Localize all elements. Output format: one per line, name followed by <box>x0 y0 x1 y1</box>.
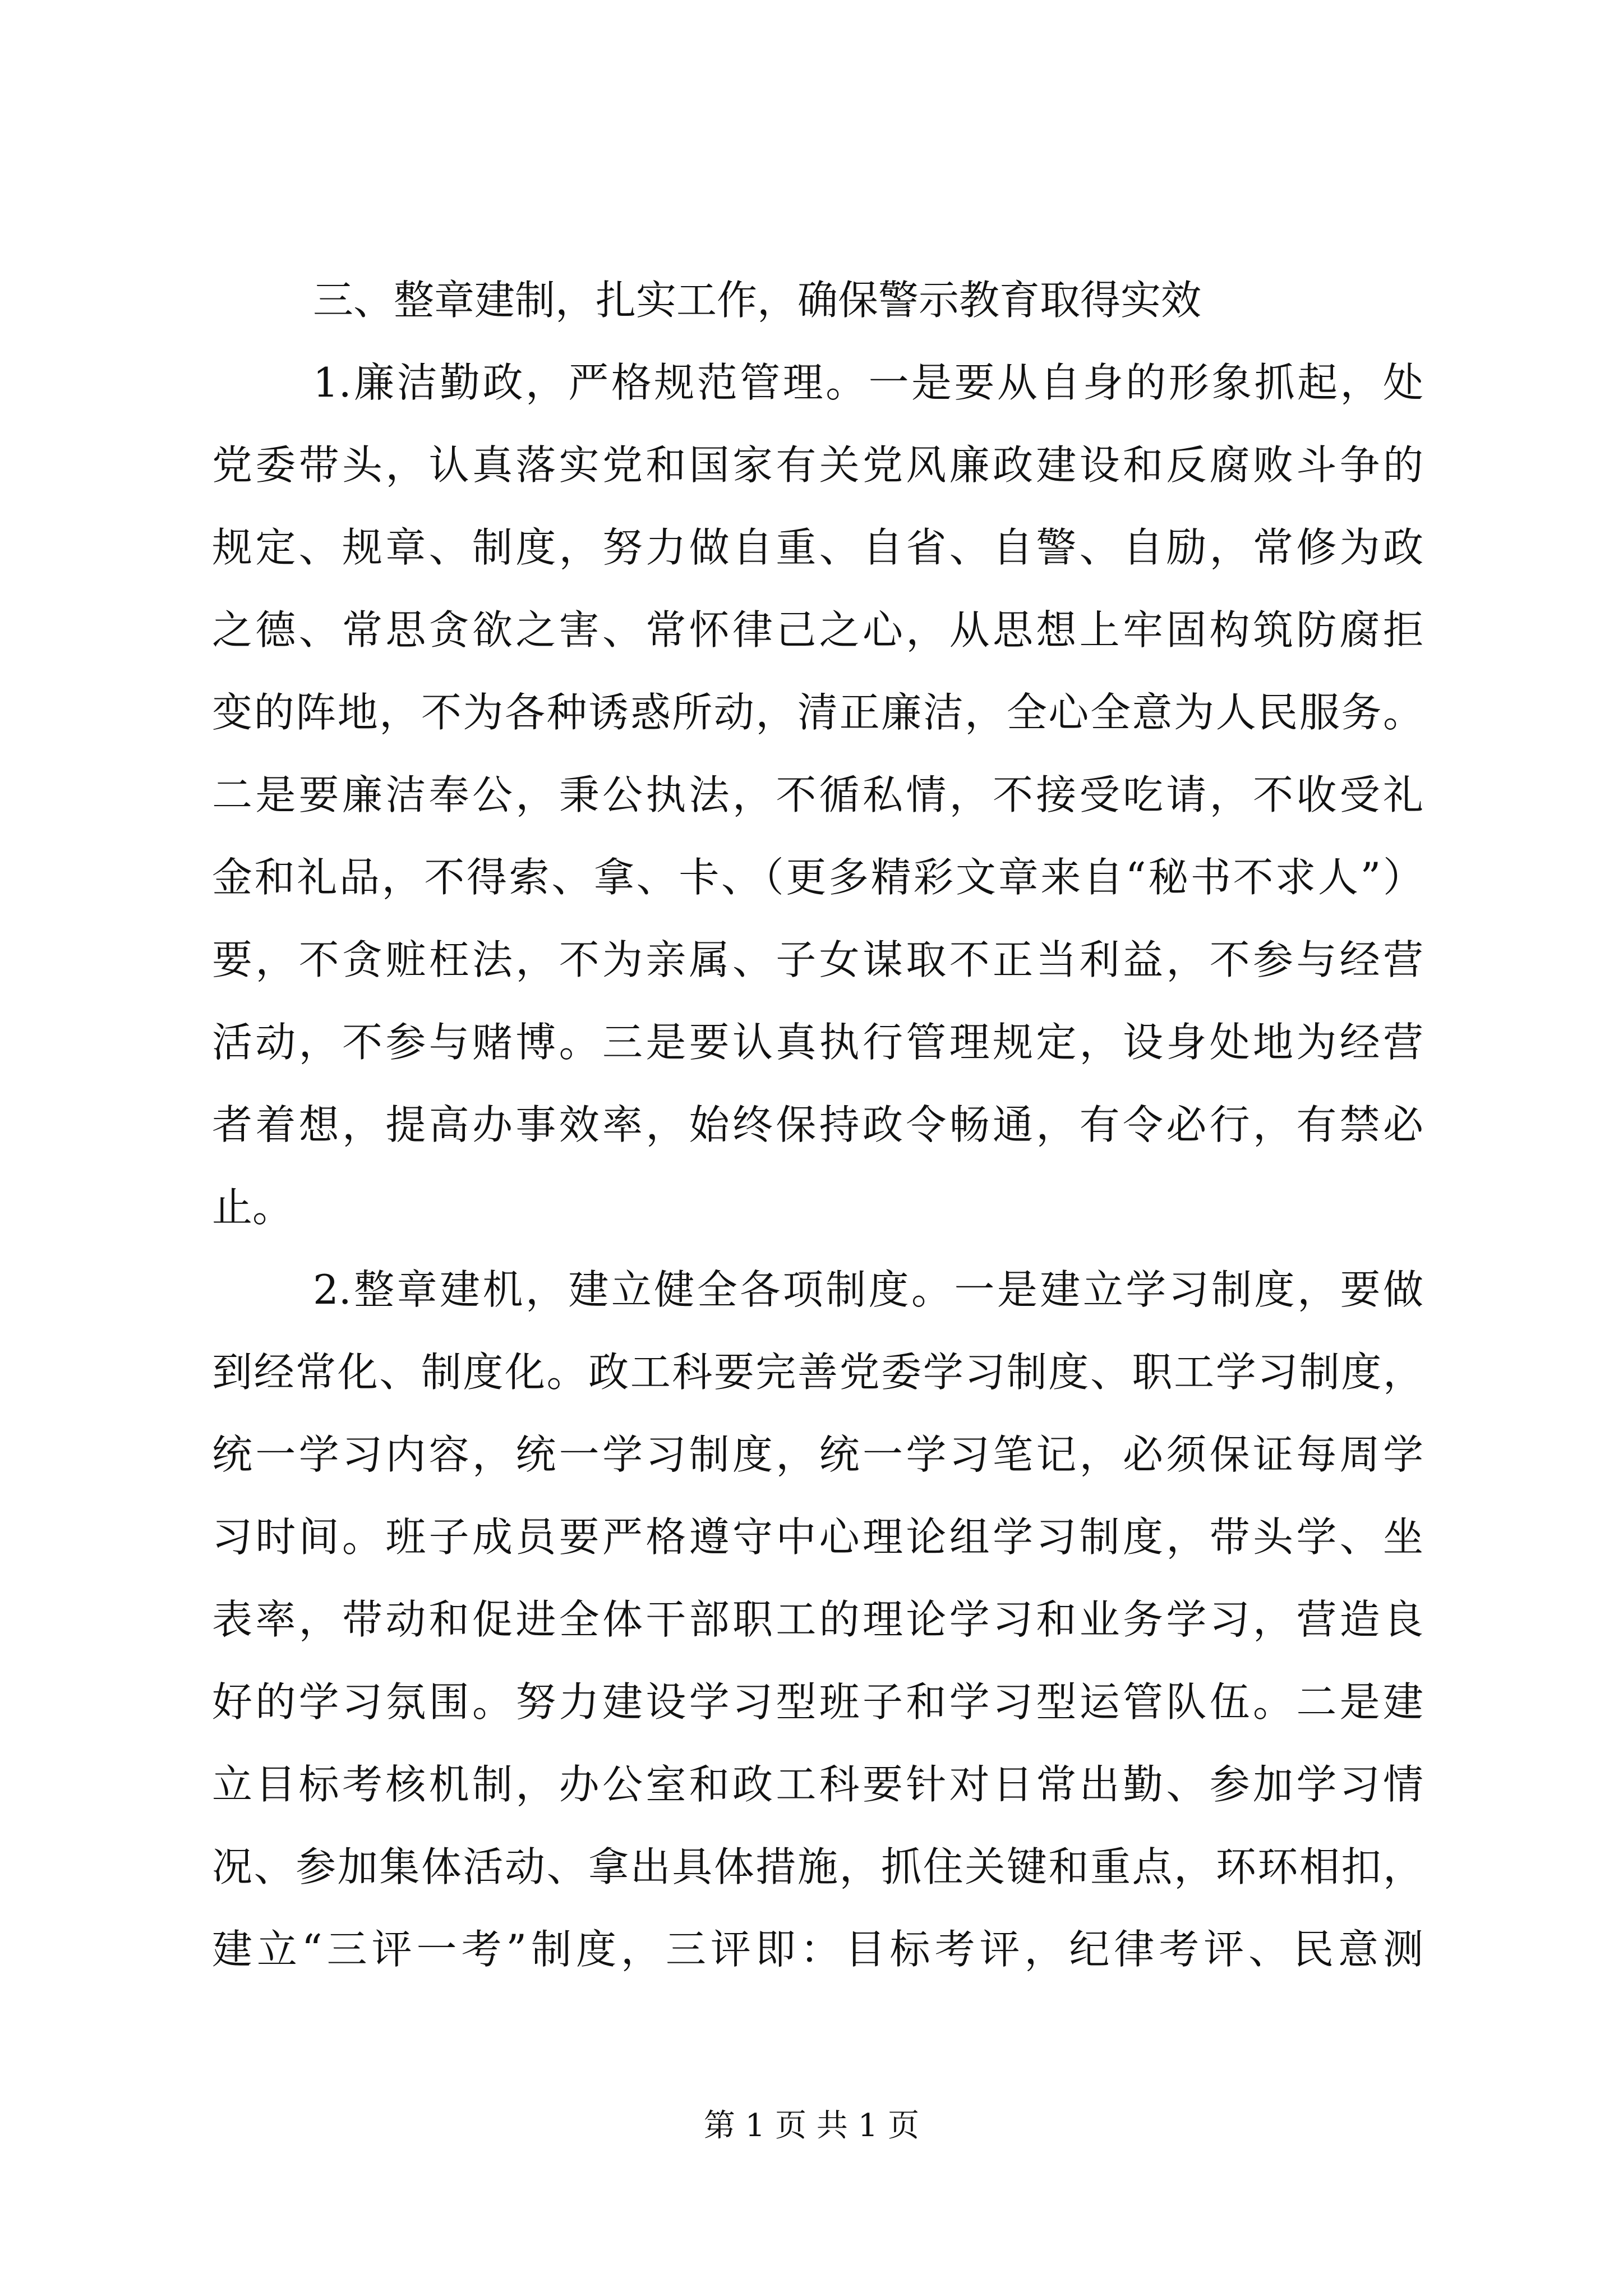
paragraph-line: 活动，不参与赌博。三是要认真执行管理规定，设身处地为经营 <box>212 1019 1423 1066</box>
paragraph-line: 二是要廉洁奉公，秉公执法，不循私情，不接受吃请，不收受礼 <box>212 771 1423 818</box>
paragraph-line: 之德、常思贪欲之害、常怀律己之心，从思想上牢固构筑防腐拒 <box>212 606 1423 654</box>
paragraph-line: 变的阵地，不为各种诱惑所动，清正廉洁，全心全意为人民服务。 <box>212 689 1423 736</box>
paragraph-line: 立目标考核机制，办公室和政工科要针对日常出勤、参加学习情 <box>212 1761 1423 1808</box>
paragraph-line: 习时间。班子成员要严格遵守中心理论组学习制度，带头学、坐 <box>212 1513 1423 1561</box>
paragraph-line: 到经常化、制度化。政工科要完善党委学习制度、职工学习制度， <box>212 1349 1423 1396</box>
paragraph-line: 好的学习氛围。努力建设学习型班子和学习型运管队伍。二是建 <box>212 1678 1423 1726</box>
paragraph-line: 者着想，提高办事效率，始终保持政令畅通，有令必行，有禁必 <box>212 1101 1423 1148</box>
paragraph-line: 金和礼品，不得索、拿、卡、（更多精彩文章来自“秘书不求人”） <box>212 854 1423 901</box>
page-footer: 第 1 页 共 1 页 <box>703 2108 920 2144</box>
document-body <box>212 259 1423 1991</box>
paragraph-2 <box>212 1249 1423 1991</box>
section-heading: 三、整章建制，扎实工作，确保警示教育取得实效 <box>313 277 1202 324</box>
paragraph-line: 建立“三评一考”制度，三评即：目标考评，纪律考评、民意测 <box>212 1926 1423 1973</box>
paragraph-line: 1.廉洁勤政，严格规范管理。一是要从自身的形象抓起，处 <box>313 359 1423 406</box>
paragraph-1 <box>212 342 1423 1249</box>
paragraph-line: 要，不贪赃枉法，不为亲属、子女谋取不正当利益，不参与经营 <box>212 936 1423 983</box>
paragraph-line: 止。 <box>212 1184 293 1231</box>
paragraph-line: 况、参加集体活动、拿出具体措施，抓住关键和重点，环环相扣， <box>212 1843 1423 1890</box>
paragraph-line: 表率，带动和促进全体干部职工的理论学习和业务学习，营造良 <box>212 1596 1423 1643</box>
paragraph-line: 2.整章建机，建立健全各项制度。一是建立学习制度，要做 <box>313 1266 1423 1313</box>
paragraph-line: 党委带头，认真落实党和国家有关党风廉政建设和反腐败斗争的 <box>212 441 1423 489</box>
paragraph-line: 统一学习内容，统一学习制度，统一学习笔记，必须保证每周学 <box>212 1431 1423 1478</box>
paragraph-line: 规定、规章、制度，努力做自重、自省、自警、自励，常修为政 <box>212 524 1423 571</box>
